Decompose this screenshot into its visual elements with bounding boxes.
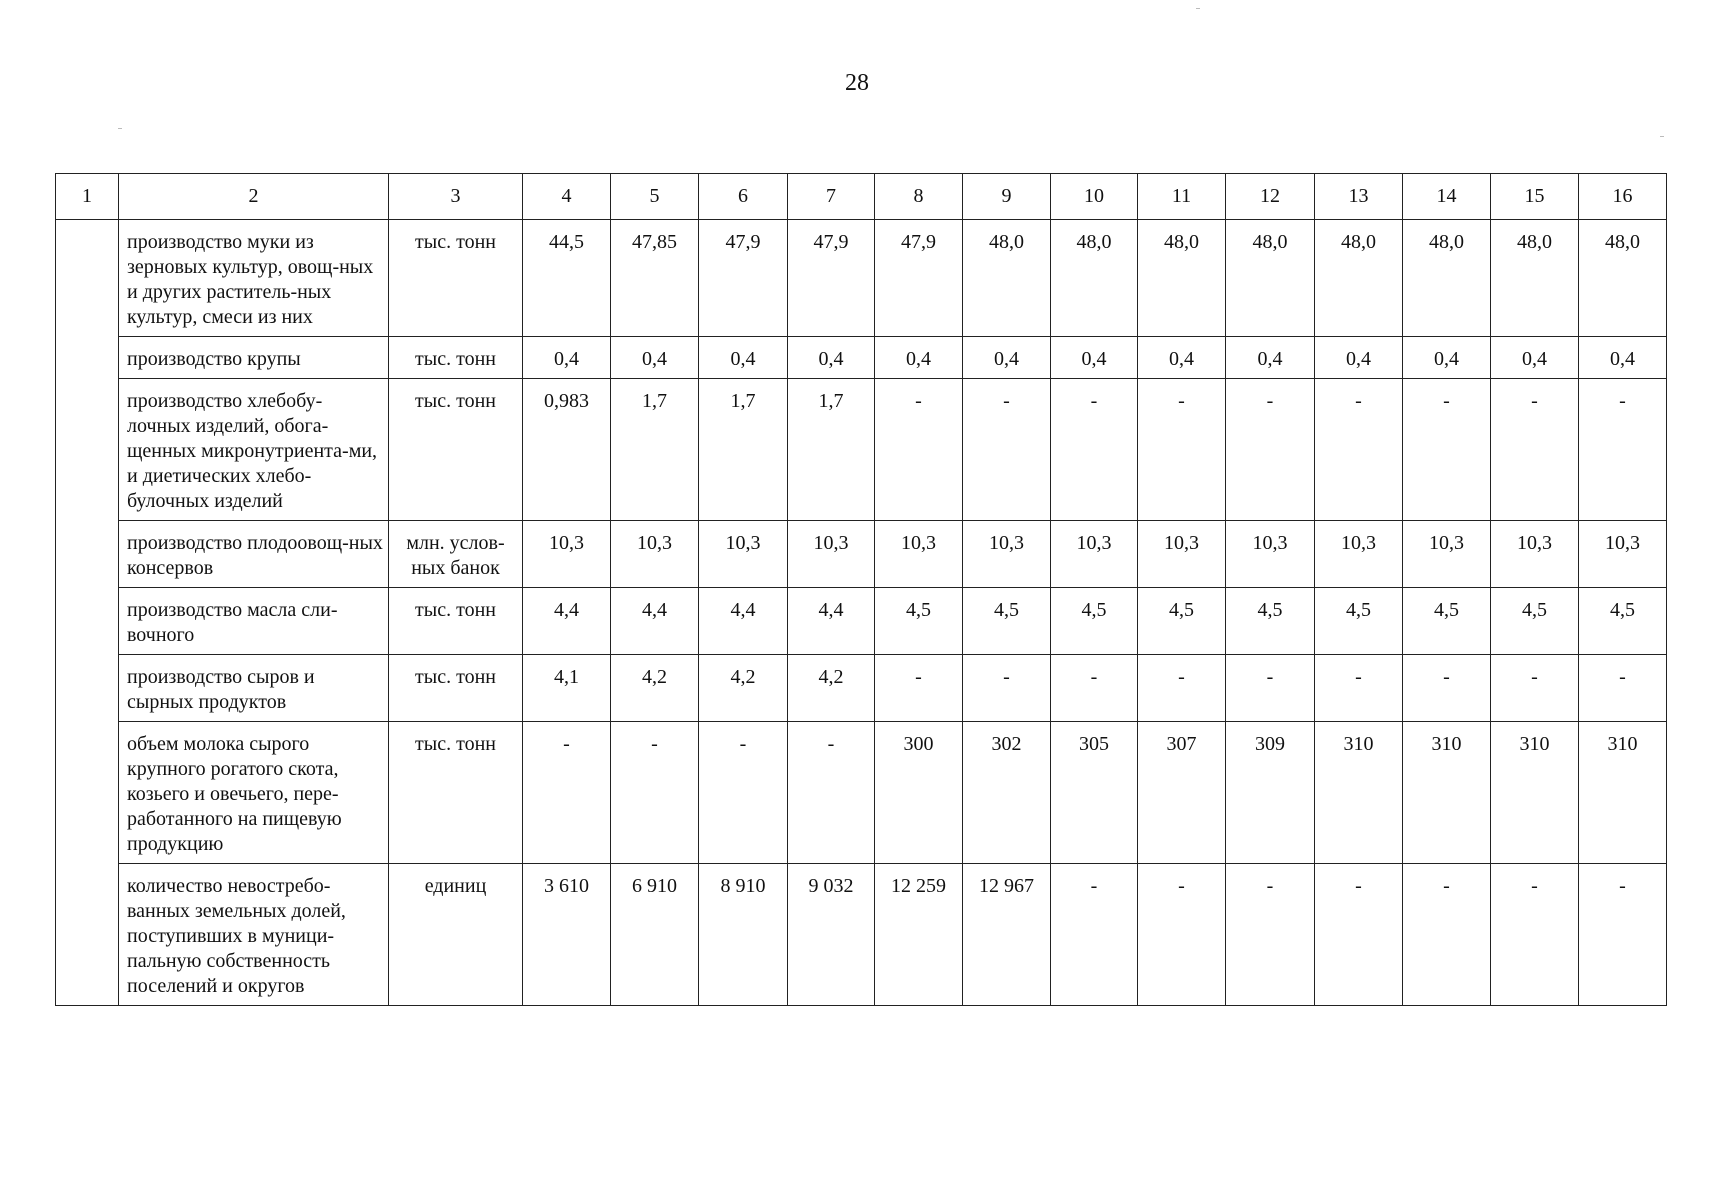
value-cell: 47,85 (611, 220, 699, 337)
value-cell: - (1579, 379, 1667, 521)
value-cell: 309 (1226, 722, 1315, 864)
value-cell: - (1138, 655, 1226, 722)
scan-mark (118, 128, 122, 129)
table-row (56, 655, 1667, 722)
header-cell-12: 12 (1226, 174, 1315, 220)
value-cell: 48,0 (1491, 220, 1579, 337)
value-cell: 310 (1491, 722, 1579, 864)
value-cell: 12 967 (963, 864, 1051, 1006)
scan-mark (1660, 136, 1664, 137)
value-cell: 4,4 (523, 588, 611, 655)
header-cell-16: 16 (1579, 174, 1667, 220)
value-cell: - (1138, 864, 1226, 1006)
indicator-label: производство масла сли-вочного (119, 588, 389, 655)
value-cell: 0,4 (1138, 337, 1226, 379)
header-cell-2: 2 (119, 174, 389, 220)
scan-mark (1196, 8, 1200, 9)
value-cell: - (1315, 655, 1403, 722)
value-cell: - (1226, 655, 1315, 722)
value-cell: 10,3 (1579, 521, 1667, 588)
table-body (56, 174, 1667, 1006)
value-cell: - (1226, 864, 1315, 1006)
value-cell: 4,5 (1226, 588, 1315, 655)
value-cell: 47,9 (788, 220, 875, 337)
unit-cell: тыс. тонн (389, 722, 523, 864)
value-cell: 310 (1403, 722, 1491, 864)
value-cell: 48,0 (1226, 220, 1315, 337)
header-cell-10: 10 (1051, 174, 1138, 220)
indicator-label: производство крупы (119, 337, 389, 379)
value-cell: - (1491, 655, 1579, 722)
table-row (56, 220, 1667, 337)
header-cell-8: 8 (875, 174, 963, 220)
value-cell: 305 (1051, 722, 1138, 864)
table-row (56, 588, 1667, 655)
header-cell-7: 7 (788, 174, 875, 220)
value-cell: 10,3 (699, 521, 788, 588)
value-cell: 10,3 (1491, 521, 1579, 588)
indicator-label: объем молока сырого крупного рогатого скота, козьего и овечьего, пере-работанного на пищевую продукцию (119, 722, 389, 864)
value-cell: 310 (1315, 722, 1403, 864)
unit-cell: тыс. тонн (389, 588, 523, 655)
value-cell: 4,1 (523, 655, 611, 722)
value-cell: 0,4 (963, 337, 1051, 379)
value-cell: 4,5 (1491, 588, 1579, 655)
value-cell: 44,5 (523, 220, 611, 337)
value-cell: - (1315, 864, 1403, 1006)
value-cell: 48,0 (1051, 220, 1138, 337)
value-cell: 307 (1138, 722, 1226, 864)
header-cell-1: 1 (56, 174, 119, 220)
unit-cell: тыс. тонн (389, 655, 523, 722)
value-cell: 4,5 (875, 588, 963, 655)
value-cell: - (1403, 379, 1491, 521)
value-cell: 0,4 (788, 337, 875, 379)
value-cell: - (611, 722, 699, 864)
value-cell: 10,3 (611, 521, 699, 588)
value-cell: 48,0 (1579, 220, 1667, 337)
value-cell: 0,4 (1051, 337, 1138, 379)
value-cell: - (1491, 379, 1579, 521)
value-cell: 10,3 (1226, 521, 1315, 588)
value-cell: 4,2 (611, 655, 699, 722)
indicator-label: производство плодоовощ-ных консервов (119, 521, 389, 588)
value-cell: 4,2 (788, 655, 875, 722)
value-cell: - (963, 655, 1051, 722)
value-cell: 1,7 (699, 379, 788, 521)
table-header-row (56, 174, 1667, 220)
value-cell: - (1226, 379, 1315, 521)
header-cell-5: 5 (611, 174, 699, 220)
value-cell: - (1579, 655, 1667, 722)
row-number-cell (56, 220, 119, 1006)
value-cell: 4,2 (699, 655, 788, 722)
value-cell: 3 610 (523, 864, 611, 1006)
value-cell: - (1138, 379, 1226, 521)
value-cell: 10,3 (1138, 521, 1226, 588)
value-cell: 4,5 (1579, 588, 1667, 655)
value-cell: 0,4 (1403, 337, 1491, 379)
indicator-label: количество невостребо-ванных земельных долей, поступивших в муници-пальную собственность поселений и округов (119, 864, 389, 1006)
value-cell: 9 032 (788, 864, 875, 1006)
header-cell-3: 3 (389, 174, 523, 220)
table-row (56, 722, 1667, 864)
value-cell: - (875, 655, 963, 722)
value-cell: 302 (963, 722, 1051, 864)
value-cell: 10,3 (788, 521, 875, 588)
value-cell: 0,4 (1491, 337, 1579, 379)
value-cell: 4,5 (1403, 588, 1491, 655)
value-cell: - (1403, 655, 1491, 722)
value-cell: 4,4 (611, 588, 699, 655)
header-cell-6: 6 (699, 174, 788, 220)
unit-cell: тыс. тонн (389, 220, 523, 337)
header-cell-14: 14 (1403, 174, 1491, 220)
header-cell-15: 15 (1491, 174, 1579, 220)
value-cell: - (1051, 655, 1138, 722)
value-cell: 48,0 (1315, 220, 1403, 337)
value-cell: - (699, 722, 788, 864)
header-cell-11: 11 (1138, 174, 1226, 220)
value-cell: - (875, 379, 963, 521)
value-cell: - (788, 722, 875, 864)
value-cell: 47,9 (699, 220, 788, 337)
value-cell: 10,3 (523, 521, 611, 588)
table-row (56, 337, 1667, 379)
value-cell: 0,4 (1226, 337, 1315, 379)
value-cell: 8 910 (699, 864, 788, 1006)
value-cell: 12 259 (875, 864, 963, 1006)
value-cell: 10,3 (963, 521, 1051, 588)
value-cell: - (1315, 379, 1403, 521)
unit-cell: единиц (389, 864, 523, 1006)
value-cell: 4,5 (963, 588, 1051, 655)
value-cell: - (1579, 864, 1667, 1006)
value-cell: 310 (1579, 722, 1667, 864)
page-number: 28 (845, 70, 869, 96)
value-cell: 4,4 (699, 588, 788, 655)
value-cell: 0,983 (523, 379, 611, 521)
value-cell: 0,4 (523, 337, 611, 379)
table-row (56, 521, 1667, 588)
value-cell: 48,0 (1403, 220, 1491, 337)
value-cell: 4,4 (788, 588, 875, 655)
value-cell: 10,3 (1403, 521, 1491, 588)
unit-cell: тыс. тонн (389, 379, 523, 521)
value-cell: 0,4 (699, 337, 788, 379)
value-cell: 0,4 (1579, 337, 1667, 379)
value-cell: 6 910 (611, 864, 699, 1006)
value-cell: 0,4 (611, 337, 699, 379)
value-cell: 10,3 (1051, 521, 1138, 588)
value-cell: - (1403, 864, 1491, 1006)
value-cell: - (523, 722, 611, 864)
value-cell: - (963, 379, 1051, 521)
indicator-label: производство сыров и сырных продуктов (119, 655, 389, 722)
table-row (56, 864, 1667, 1006)
indicator-label: производство муки из зерновых культур, овощ-ных и других раститель-ных культур, смеси из них (119, 220, 389, 337)
value-cell: 300 (875, 722, 963, 864)
value-cell: - (1051, 379, 1138, 521)
value-cell: 48,0 (963, 220, 1051, 337)
data-table (55, 173, 1667, 1006)
unit-cell: тыс. тонн (389, 337, 523, 379)
value-cell: 0,4 (1315, 337, 1403, 379)
value-cell: 48,0 (1138, 220, 1226, 337)
indicator-label: производство хлебобу-лочных изделий, обога-щенных микронутриента-ми, и диетических хлебо-булочных изделий (119, 379, 389, 521)
value-cell: 0,4 (875, 337, 963, 379)
table-row (56, 379, 1667, 521)
value-cell: 10,3 (1315, 521, 1403, 588)
header-cell-4: 4 (523, 174, 611, 220)
header-cell-9: 9 (963, 174, 1051, 220)
value-cell: 10,3 (875, 521, 963, 588)
header-cell-13: 13 (1315, 174, 1403, 220)
value-cell: 4,5 (1315, 588, 1403, 655)
value-cell: 1,7 (788, 379, 875, 521)
value-cell: 1,7 (611, 379, 699, 521)
value-cell: - (1491, 864, 1579, 1006)
value-cell: 47,9 (875, 220, 963, 337)
value-cell: 4,5 (1051, 588, 1138, 655)
value-cell: 4,5 (1138, 588, 1226, 655)
value-cell: - (1051, 864, 1138, 1006)
unit-cell: млн. услов-ных банок (389, 521, 523, 588)
